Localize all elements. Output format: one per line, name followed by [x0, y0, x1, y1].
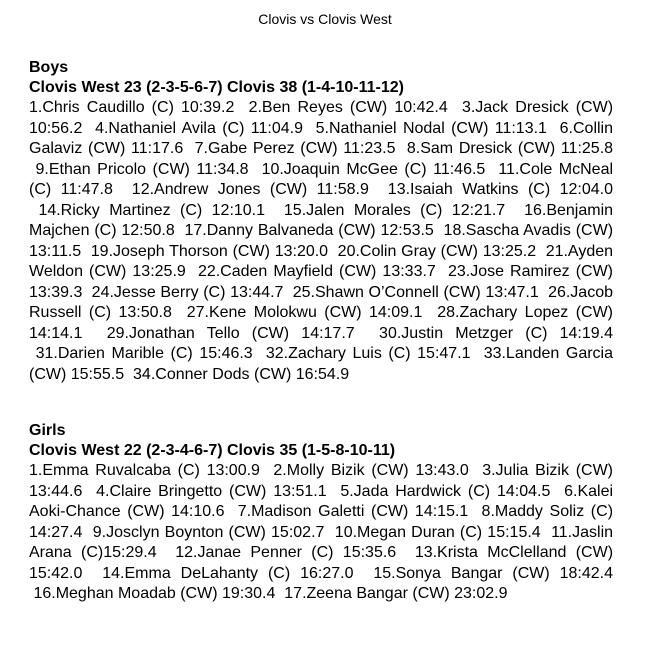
result-entry: 8.Sam Dresick (CW) 11:25.8: [406, 140, 614, 157]
result-entry: 19.Joseph Thorson (CW) 13:20.0: [90, 242, 329, 260]
result-entry: 11.Cole McNeal (C) 11:47.8: [29, 160, 614, 198]
girls-team-score: Clovis West 22 (2-3-4-6-7) Clovis 35 (1-5-8-10-11): [29, 442, 396, 459]
result-entry: 2.Molly Bizik (CW) 13:43.0: [273, 462, 469, 479]
result-entry: 26.Jacob Russell (C) 13:50.8: [29, 283, 613, 321]
document-title: Clovis vs Clovis West: [258, 11, 392, 27]
girls-heading: Girls: [29, 422, 66, 439]
result-entry: 23.Jose Ramirez (CW) 13:39.3: [29, 263, 614, 301]
result-entry: 12.Andrew Jones (CW) 11:58.9: [131, 181, 369, 198]
result-entry: 11.Jaslin Arana (C)15:29.4: [29, 523, 614, 561]
result-entry: 20.Colin Gray (CW) 13:25.2: [337, 242, 537, 260]
result-entry: 4.Nathaniel Avila (C) 11:04.9: [95, 119, 303, 137]
result-entry: 32.Zachary Luis (C) 15:47.1: [265, 345, 471, 362]
result-entry: 6.Kalei Aoki-Chance (CW) 14:10.6: [29, 482, 614, 520]
result-entry: 13.Krista McClelland (CW) 15:42.0: [29, 544, 614, 582]
result-entry: 9.Ethan Pricolo (CW) 11:34.8: [35, 160, 249, 178]
result-entry: 8.Maddy Soliz (C) 14:27.4: [29, 503, 614, 541]
result-entry: 17.Danny Balvaneda (CW) 12:53.5: [184, 222, 434, 239]
result-entry: 14.Emma DeLahanty (C) 16:27.0: [102, 564, 354, 582]
result-entry: 22.Caden Mayfield (CW) 13:33.7: [197, 263, 436, 280]
boys-results: [29, 98, 613, 385]
result-entry: 4.Claire Bringetto (CW) 13:51.1: [96, 482, 327, 500]
result-entry: 13.Isaiah Watkins (C) 12:04.0: [387, 181, 614, 198]
boys-heading: Boys: [29, 59, 69, 76]
result-entry: 33.Landen Garcia (CW) 15:55.5: [29, 345, 614, 383]
result-entry: 14.Ricky Martinez (C) 12:10.1: [38, 201, 266, 219]
result-entry: 7.Madison Galetti (CW) 14:15.1: [237, 503, 469, 520]
result-entry: 16.Meghan Moadab (CW) 19:30.4: [33, 585, 276, 602]
result-entry: 29.Jonathan Tello (CW) 14:17.7: [106, 324, 355, 342]
result-entry: 10.Megan Duran (C) 15:15.4: [334, 523, 541, 541]
result-entry: 10.Joaquin McGee (C) 11:46.5: [261, 160, 486, 178]
result-entry: 18.Sascha Avadis (CW) 13:11.5: [29, 222, 614, 260]
result-entry: 15.Jalen Morales (C) 12:21.7: [283, 201, 506, 219]
result-entry: 3.Julia Bizik (CW) 13:44.6: [29, 462, 613, 500]
girls-section: [29, 421, 613, 605]
result-entry: 3.Jack Dresick (CW) 10:56.2: [29, 99, 614, 137]
result-entry: 9.Josclyn Boynton (CW) 15:02.7: [92, 523, 325, 541]
result-entry: 1.Chris Caudillo (C) 10:39.2: [29, 99, 235, 116]
result-entry: 21.Ayden Weldon (CW) 13:25.9: [29, 242, 614, 280]
result-entry: 25.Shawn O’Connell (CW) 13:47.1: [292, 283, 539, 301]
result-entry: 6.Collin Galaviz (CW) 11:17.6: [29, 119, 613, 157]
result-entry: 16.Benjamin Majchen (C) 12:50.8: [29, 201, 614, 239]
result-entry: 1.Emma Ruvalcaba (C) 13:00.9: [29, 462, 260, 479]
result-entry: 24.Jesse Berry (C) 13:44.7: [91, 283, 284, 301]
result-entry: 7.Gabe Perez (CW) 11:23.5: [194, 140, 396, 157]
result-entry: 27.Kene Molokwu (CW) 14:09.1: [186, 304, 423, 321]
result-entry: 12.Janae Penner (C) 15:35.6: [175, 544, 397, 561]
result-entry: 31.Darien Marible (C) 15:46.3: [35, 345, 253, 362]
result-entry: 28.Zachary Lopez (CW) 14:14.1: [29, 304, 614, 342]
result-entry: 15.Sonya Bangar (CW) 18:42.4: [373, 564, 614, 582]
result-entry: 17.Zeena Bangar (CW) 23:02.9: [284, 585, 508, 602]
boys-section: [29, 58, 613, 385]
result-entry: 2.Ben Reyes (CW) 10:42.4: [248, 99, 448, 116]
result-entry: 5.Nathaniel Nodal (CW) 11:13.1: [315, 119, 547, 137]
boys-team-score: Clovis West 23 (2-3-5-6-7) Clovis 38 (1-4-10-11-12): [29, 79, 404, 96]
result-entry: 34.Conner Dods (CW) 16:54.9: [133, 365, 350, 383]
girls-results: [29, 461, 613, 605]
result-entry: 5.Jada Hardwick (C) 14:04.5: [340, 482, 551, 500]
result-entry: 30.Justin Metzger (C) 14:19.4: [379, 324, 614, 342]
